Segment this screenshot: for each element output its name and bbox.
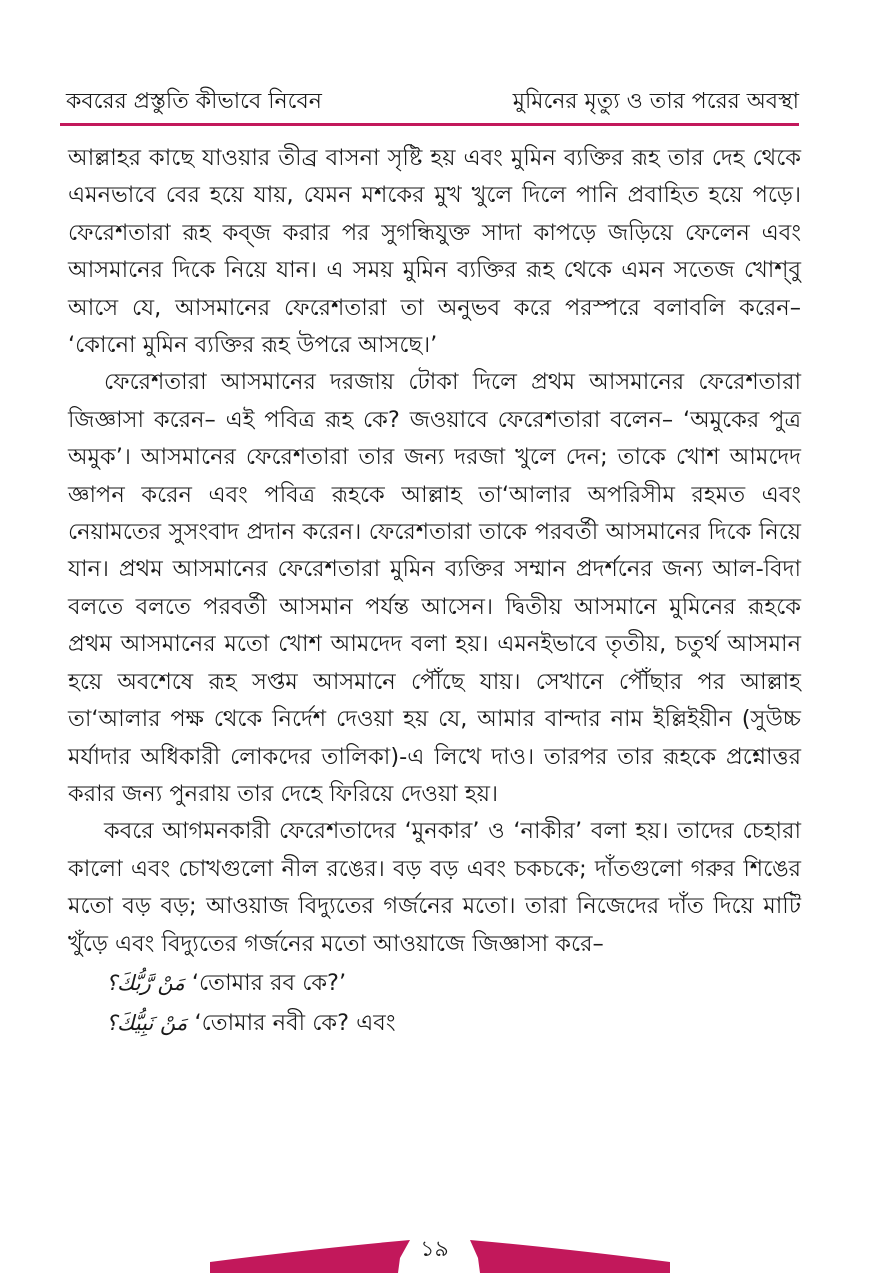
question-2-text: ‘তোমার নবী কে? এবং bbox=[194, 1009, 396, 1036]
question-1-text: ‘তোমার রব কে?’ bbox=[191, 969, 347, 996]
page-body bbox=[68, 140, 801, 1043]
paragraph-2: ফেরেশতারা আসমানের দরজায় টোকা দিলে প্রথম আসমানের ফেরেশতারা জিজ্ঞাসা করেন– এই পবিত্র রূহ কে? জওয়াবে ফেরেশতারা বলেন– ‘অমুকের পুত্র অমুক’। আসমানের ফেরেশতারা তার জন্য দরজা খুলে দেন; তাকে খোশ আমদেদ জ্ঞাপন করেন এবং পবিত্র রূহকে আল্লাহ তা‘আলার অপরিসীম রহমত এবং নেয়ামতের সুসংবাদ প্রদান করেন। ফেরেশতারা তাকে পরবর্তী আসমানের দিকে নিয়ে যান। প্রথম আসমানের ফেরেশতারা মুমিন ব্যক্তির সম্মান প্রদর্শনের জন্য আল-বিদা বলতে বলতে পরবর্তী আসমান পর্যন্ত আসেন। দ্বিতীয় আসমানে মুমিনের রূহকে প্রথম আসমানের মতো খোশ আমদেদ বলা হয়। এমনইভাবে তৃতীয়, চতুর্থ আসমান হয়ে অবশেষে রূহ সপ্তম আসমানে পৌঁছে যায়। সেখানে পৌঁছার পর আল্লাহ তা‘আলার পক্ষ থেকে নির্দেশ দেওয়া হয় যে, আমার বান্দার নাম ইল্লিইয়ীন (সুউচ্চ মর্যাদার অধিকারী লোকদের তালিকা)-এ লিখে দাও। তারপর তার রূহকে প্রশ্নোত্তর করার জন্য পুনরায় তার দেহে ফিরিয়ে দেওয়া হয়। bbox=[68, 369, 801, 807]
question-line-1 bbox=[68, 963, 801, 1003]
running-header bbox=[66, 78, 799, 118]
header-divider bbox=[60, 123, 799, 126]
paragraph-3: কবরে আগমনকারী ফেরেশতাদের ‘মুনকার’ ও ‘নাকীর’ বলা হয়। তাদের চেহারা কালো এবং চোখগুলো নীল রঙের। বড় বড় এবং চকচকে; দাঁতগুলো গরুর শিঙের মতো বড় বড়; আওয়াজ বিদ্যুতের গর্জনের মতো। তারা নিজেদের দাঁত দিয়ে মাটি খুঁড়ে এবং বিদ্যুতের গর্জনের মতো আওয়াজে জিজ্ঞাসা করে– bbox=[68, 818, 801, 957]
arabic-question-2: مَنْ نَبِيُّكَ؟ bbox=[106, 1010, 188, 1035]
arabic-question-1: مَنْ رَّبُّكَ؟ bbox=[106, 970, 185, 995]
page-number: ১৯ bbox=[420, 1237, 449, 1262]
paragraph-1: আল্লাহর কাছে যাওয়ার তীব্র বাসনা সৃষ্টি হয় এবং মুমিন ব্যক্তির রূহ তার দেহ থেকে এমনভাবে বের হয়ে যায়, যেমন মশকের মুখ খুলে দিলে পানি প্রবাহিত হয়ে পড়ে। ফেরেশতারা রূহ কব্‌জ করার পর সুগন্ধিযুক্ত সাদা কাপড়ে জড়িয়ে ফেলেন এবং আসমানের দিকে নিয়ে যান। এ সময় মুমিন ব্যক্তির রূহ থেকে এমন সতেজ খোশ্‌বু আসে যে, আসমানের ফেরেশতারা তা অনুভব করে পরস্পরে বলাবলি করেন– ‘কোনো মুমিন ব্যক্তির রূহ উপরে আসছে।’ bbox=[68, 145, 801, 359]
question-line-2 bbox=[68, 1003, 801, 1043]
header-book-title: কবরের প্রস্তুতি কীভাবে নিবেন bbox=[66, 89, 322, 114]
header-chapter-title: মুমিনের মৃত্যু ও তার পরের অবস্থা bbox=[512, 89, 799, 114]
